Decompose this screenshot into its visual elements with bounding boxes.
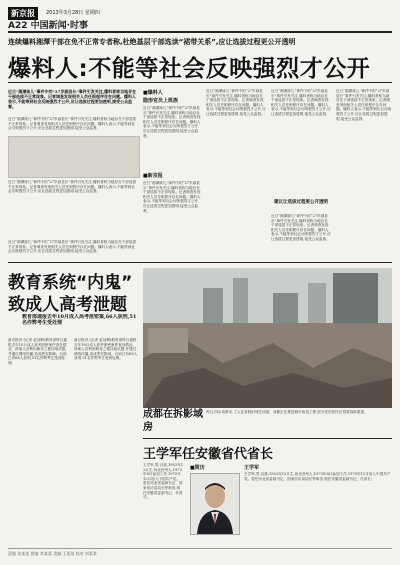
footer-credits: 责编 张某某 图编 李某某 美编 王某某 校对 刘某某: [8, 551, 97, 556]
story1-col1-text-3: 近日“湘潭妹儿”事件中的“27岁副县长”事件引发关注,爆料者称当地存在干部选拔不正常现象。记者调查发现相关人员任职程序存在问题。爆料人表示,不能等到社会反映强烈才公开,应让选拔过程更加透明,接受公众监督。: [8, 240, 137, 254]
story1-headline: 爆料人:不能等社会反映强烈才公开: [8, 56, 371, 82]
story3-person-name: 王学军: [244, 465, 260, 471]
photo-caption-title: 成都在拆影域房: [143, 409, 203, 433]
story2-subhead: 教育部通报去年10月成人高考泄密案,66人获刑,51名作弊考生受处理: [22, 314, 137, 326]
city-photo: [143, 268, 392, 408]
story1-sub2: ■新京报: [143, 173, 163, 179]
story1-col4-text: 近日“湘潭妹儿”事件中的“27岁副县长”事件引发关注,爆料者称当地存在干部选拔不正常现象。记者调查发现相关人员任职程序存在问题。爆料人表示,不能等到社会反映强烈才公开,应让选拔过程更加透明,接受公众监督。: [271, 89, 331, 116]
story2-col2-text: 新京报讯 (记者 赵加利)教育部昨日通报去年10月成人高考泄密案件查处情况。涉案人员利用职务之便窃取试题,并通过网络传播,造成恶劣影响。目前已有66人获刑,51名作弊考生受到处理。: [74, 338, 138, 361]
story3-person-tag: ■简历: [190, 465, 205, 471]
story1-sub1: 隐形官员上班族: [143, 98, 179, 104]
story3-headline: 王学军任安徽省代省长: [143, 447, 274, 462]
portrait-photo: [190, 473, 240, 535]
story2-headline-line1: 教育系统“内鬼”: [8, 273, 133, 293]
demolition-scene: [143, 268, 392, 408]
story3-col-text: 王学军,男,汉族,1952年12月生,河北晋州人,1973年8月参加工作,1975年12月加入中国共产党。曾任河北省委副书记、国家信访局局长等职务,现任安徽省委副书记、代省长。: [143, 463, 183, 500]
footer-rule: [8, 548, 392, 549]
story1-kicker: 连续爆料湘潭干部在免不正常专者称,杜绝基层干部选读“裙带关系”,应让选拔过程更公开透明: [8, 38, 296, 46]
mid-rule: [8, 262, 392, 263]
story1-col2-text: 近日“湘潭妹儿”事件中的“27岁副县长”事件引发关注,爆料者称当地存在干部选拔不正常现象。记者调查发现相关人员任职程序存在问题。爆料人表示,不能等到社会反映强烈才公开,应让选拔过程更加透明,接受公众监督。: [143, 106, 201, 138]
story2-col1-text: 新京报讯 (记者 赵加利)教育部昨日通报去年10月成人高考泄密案件查处情况。涉案人员利用职务之便窃取试题,并通过网络传播,造成恶劣影响。目前已有66人获刑,51名作弊考生受到处理。: [8, 338, 67, 365]
story2-headline-line2: 致成人高考泄题: [8, 295, 127, 315]
story3-bio-text: 王学军,男,汉族,1952年12月生,河北晋州人,1973年8月参加工作,1975年12月加入中国共产党。曾任河北省委副书记、国家信访局局长等职务,现任安徽省委副书记、代省长。: [244, 472, 391, 481]
newspaper-logo: 新京报: [8, 7, 38, 20]
photo-caption-text: 昨日,四川成都市,工人在拆除旧城区房屋。成都正在推进城市改造工程,部分老旧居民区将被拆除重建。: [206, 410, 368, 414]
story1-photo-placeholder: [8, 136, 140, 178]
story3-rule: [143, 438, 392, 439]
story1-col4-text-2: 近日“湘潭妹儿”事件中的“27岁副县长”事件引发关注,爆料者称当地存在干部选拔不正常现象。记者调查发现相关人员任职程序存在问题。爆料人表示,不能等到社会反映强烈才公开,应让选拔过程更加透明,接受公众监督。: [271, 214, 331, 241]
story1-col2-text-2: 近日“湘潭妹儿”事件中的“27岁副县长”事件引发关注,爆料者称当地存在干部选拔不正常现象。记者调查发现相关人员任职程序存在问题。爆料人表示,不能等到社会反映强烈才公开,应让选拔过程更加透明,接受公众监督。: [143, 181, 201, 213]
story1-rule: [8, 82, 392, 83]
story1-col1-text: 近日“湘潭妹儿”事件中的“27岁副县长”事件引发关注,爆料者称当地存在干部选拔不正常现象。记者调查发现相关人员任职程序存在问题。爆料人表示,不能等到社会反映强烈才公开,应让选拔过程更加透明,接受公众监督。: [8, 117, 137, 131]
person-icon: [191, 474, 239, 534]
story1-col3-text: 近日“湘潭妹儿”事件中的“27岁副县长”事件引发关注,爆料者称当地存在干部选拔不正常现象。记者调查发现相关人员任职程序存在问题。爆料人表示,不能等到社会反映强烈才公开,应让选拔过程更加透明,接受公众监督。: [206, 89, 266, 116]
story1-sub3: 建议让选拔过程更公开透明: [274, 200, 328, 205]
masthead-rule: [8, 31, 392, 33]
section-label: A22 中国新闻·时事: [8, 21, 89, 31]
story1-col5-text: 近日“湘潭妹儿”事件中的“27岁副县长”事件引发关注,爆料者称当地存在干部选拔不正常现象。记者调查发现相关人员任职程序存在问题。爆料人表示,不能等到社会反映强烈才公开,应让选拔过程更加透明,接受公众监督。: [336, 89, 392, 121]
date-line: 2013年3月28日 星期四: [46, 10, 100, 16]
story1-col1-text-2: 近日“湘潭妹儿”事件中的“27岁副县长”事件引发关注,爆料者称当地存在干部选拔不正常现象。记者调查发现相关人员任职程序存在问题。爆料人表示,不能等到社会反映强烈才公开,应让选拔过程更加透明,接受公众监督。: [8, 180, 137, 194]
story1-lead: 近日“湘潭妹儿”事件中的“27岁副县长”事件引发关注,爆料者称当地存在干部选拔不正常现象。记者调查发现相关人员任职程序存在问题。爆料人表示,不能等到社会反映强烈才公开,应让选拔过程更加透明,接受公众监督。: [8, 89, 137, 109]
story1-lead-tag: ■爆料人: [143, 90, 163, 96]
